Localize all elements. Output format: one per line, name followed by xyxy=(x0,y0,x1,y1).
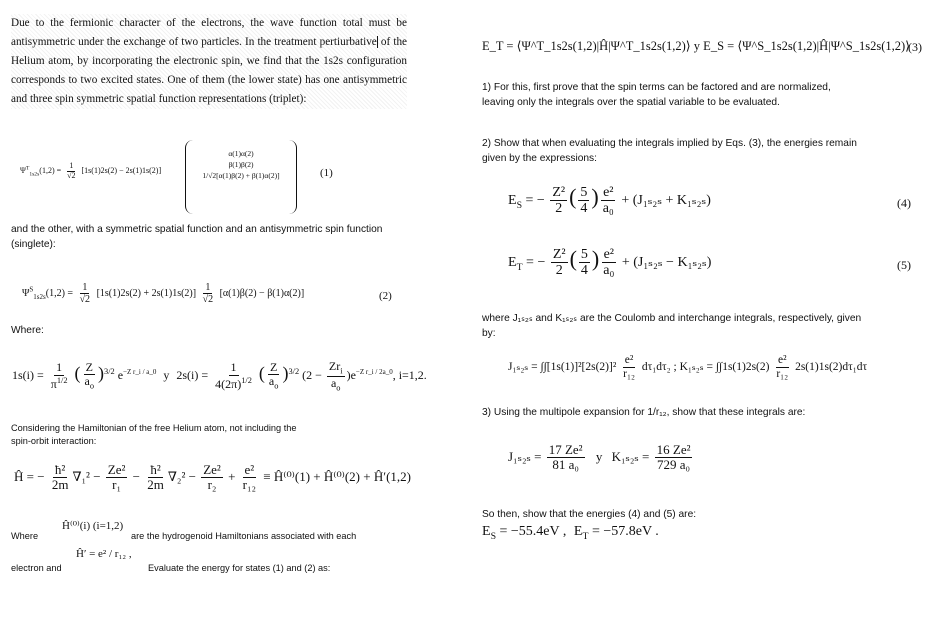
text-cursor xyxy=(377,36,378,48)
intro-text-before: Due to the fermionic character of the electrons, the wave function total must be antisymmetric under the exchange of two particles. In the treatment pertiurbative xyxy=(11,17,407,48)
step-1: 1) For this, first prove that the spin terms can be factored and are normalized, leaving only the integrals over the spatial variable to be evaluated. xyxy=(482,82,831,108)
h0-symbol: Ĥ⁽⁰⁾(i) (i=1,2) xyxy=(62,520,124,532)
where-label: Where: xyxy=(11,325,44,336)
coulomb-text: where J₁ₛ₂ₛ and K₁ₛ₂ₛ are the Coulomb and interchange integrals, respectively, given by: xyxy=(482,313,862,339)
equation-1: $\Psi^T_{1s2s}(1,2)$ = $\frac{1}{√2}$ [1s(1)2s(2) − 2s(1)1s(2)] xyxy=(20,161,162,180)
eq1-coef: $\frac{1}{√2}$ xyxy=(67,161,76,180)
where2-label: Where xyxy=(11,531,39,541)
intro-text-after: of the Helium atom, by incorporating the electronic spin, we find that the 1s2s configuration corresponds to two excited states. One of them (the lower state) has one antisymmetric and three spin symmetric spatial function representations (triplet): xyxy=(11,36,407,105)
final-energies: $E_S = -55.4eV$ , $E_T = -57.8eV$ . xyxy=(482,524,659,542)
orbital-2s-label: 2s(i) = xyxy=(176,367,209,382)
eq1-spatial: [1s(1)2s(2) − 2s(1)1s(2)] xyxy=(81,166,162,176)
where2-desc: are the hydrogenoid Hamiltonians associated with each xyxy=(131,531,357,541)
eq2-number: (2) xyxy=(379,290,392,302)
integral-definitions: J₁ₛ₂ₛ = ∫∫[1s(1)]²[2s(2)]² $\frac{\text{e²}}{\text{r₁₂}}$ dτ₁dτ₂ ; K₁ₛ₂ₛ = ∫∫1s(1)2s(2) $\frac{\text{e²}}{\text{r₁₂}}$ 2s(1)1s(2)dτ₁dτ xyxy=(508,354,868,380)
hprime-definition: Ĥ′ = e² / r₁₂ , xyxy=(76,548,132,560)
spin-row-2: β(1)β(2) xyxy=(228,160,254,169)
eq1-number: (1) xyxy=(320,167,333,179)
singlet-text: and the other, with a symmetric spatial function and an antisymmetric spin function (singlete): xyxy=(11,224,383,250)
so-then-text: So then, show that the energies (4) and (5) are: xyxy=(482,509,697,520)
electron-and: electron and xyxy=(11,563,62,573)
equation-5: $E_T$ = − $\frac{\text{Z²}}{2}$ ( $\frac{5}{4}$ ) $\frac{\text{e²}}{\text{a₀}}$ + (J₁ₛ₂ₛ − K₁ₛ₂ₛ) xyxy=(508,246,712,279)
eq2-spatial: [1s(1)2s(2) + 2s(1)1s(2)] xyxy=(96,287,197,299)
integral-results: J₁ₛ₂ₛ = $\frac{\text{17 Ze²}}{\text{81 a₀}}$ y K₁ₛ₂ₛ = $\frac{\text{16 Ze²}}{\text{729 a₀}}$ xyxy=(508,442,691,473)
evaluate-text: Evaluate the energy for states (1) and (2) as: xyxy=(148,563,331,573)
step-3: 3) Using the multipole expansion for 1/r₁₂, show that these integrals are: xyxy=(482,407,806,418)
orbital-definitions: 1s(i) = $\frac{1}{\pi^{1/2}}$ ( $\frac{Z}{a_o}$ )$^{3/2}$ $e^{-Z r\_i / a\_0}$ y 2s(i) = $\frac{1}{4(2\pi)^{1/2}}$ ( $\frac{Z}{a_o}$ )$^{3/2}$ (2 − $\frac{Zr_i}{a_o}$ )$e^{-Z r\_i / 2a\_0}$, i=1,2. xyxy=(12,359,427,393)
eq4-number: (4) xyxy=(897,196,911,210)
eq3-number: (3) xyxy=(908,40,922,54)
eq2-spin: [α(1)β(2) − β(1)α(2)] xyxy=(219,287,305,299)
spin-row-1: α(1)α(2) xyxy=(228,149,254,158)
spin-row-3: 1/√2[α(1)β(2) + β(1)α(2)] xyxy=(202,171,280,180)
equation-2: $\Psi^S_{1s2s}(1,2)$ = $\frac{1}{√2}$ [1s(1)2s(2) + 2s(1)1s(2)] $\frac{1}{√2}$ [α(1)β(2) − β(1)α(2)] xyxy=(22,282,305,305)
hamiltonian-text: Considering the Hamiltonian of the free Helium atom, not including the spin-orbit interaction: xyxy=(11,423,297,446)
equation-3: E_T = ⟨Ψ^T_1s2s(1,2)|Ĥ|Ψ^T_1s2s(1,2)⟩ y E_S = ⟨Ψ^S_1s2s(1,2)|Ĥ|Ψ^S_1s2s(1,2)⟩ xyxy=(482,39,911,53)
intro-paragraph xyxy=(11,14,407,109)
equation-4: $E_S$ = − $\frac{\text{Z²}}{2}$ ( $\frac{5}{4}$ ) $\frac{\text{e²}}{\text{a₀}}$ + (J₁ₛ₂ₛ + K₁ₛ₂ₛ) xyxy=(508,184,711,217)
orbital-1s-label: 1s(i) = xyxy=(12,367,44,382)
eq1-spin-matrix xyxy=(185,140,297,214)
step-2: 2) Show that when evaluating the integrals implied by Eqs. (3), the energies remain given by the expressions: xyxy=(482,138,857,164)
eq2-coef: $\frac{1}{√2}$ xyxy=(79,282,91,305)
hamiltonian-equation: Ĥ = − $\frac{\text{ħ²}}{2m}$ ∇₁² − $\frac{\text{Ze²}}{\text{r₁}}$ − $\frac{\text{ħ²}}{2m}$ ∇₂² − $\frac{\text{Ze²}}{\text{r₂}}$ + $\frac{\text{e²}}{\text{r₁₂}}$ ≡ Ĥ⁽⁰⁾(1) + Ĥ⁽⁰⁾(2) + Ĥ′(1,2) xyxy=(14,462,411,493)
eq5-number: (5) xyxy=(897,258,911,272)
